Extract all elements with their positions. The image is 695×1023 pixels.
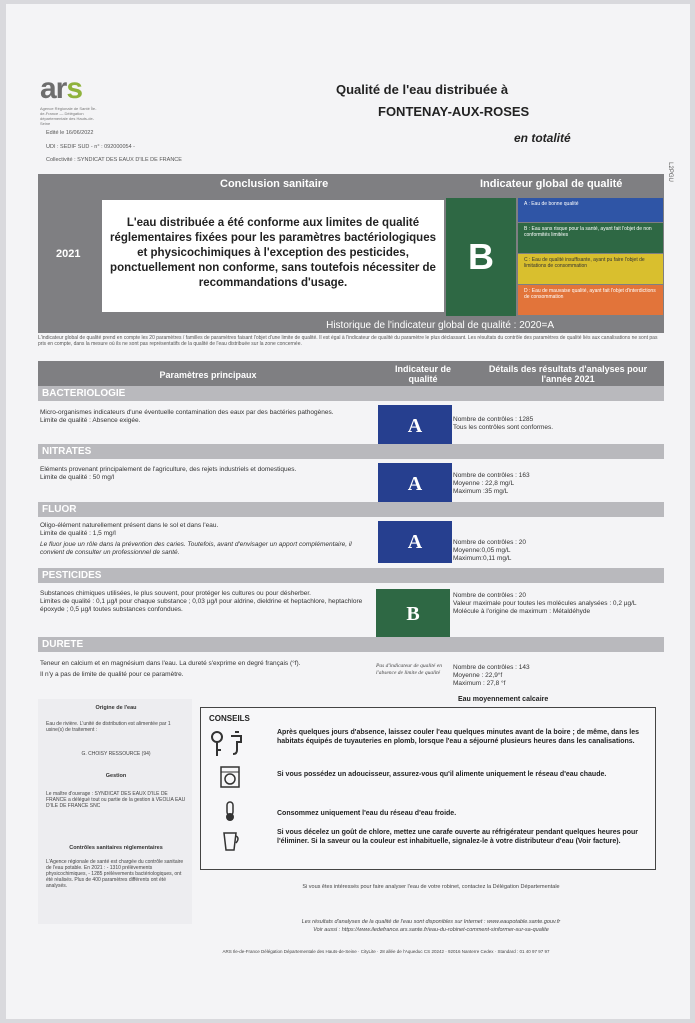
bacterio-text bbox=[40, 409, 370, 425]
section-fluor: FLUOR bbox=[38, 502, 664, 517]
gestion-title: Gestion bbox=[105, 773, 127, 779]
udi-line: UDI : SEDIF SUD - n° : 092000054 - bbox=[46, 144, 136, 150]
section-nitrates: NITRATES bbox=[38, 444, 664, 459]
conseils-title: CONSEILS bbox=[209, 714, 250, 723]
result-line: Tous les contrôles sont conformes. bbox=[453, 424, 554, 431]
gestion-text: Le maître d'ouvrage : SYNDICAT DES EAUX D'ILE DE FRANCE a délégué tout ou partie de la gestion à VEOLIA EAU D'ILE DE FRANCE SNC bbox=[46, 791, 186, 809]
side-code: L2PGU bbox=[667, 162, 674, 182]
conclusion-text: L'eau distribuée a été conforme aux limites de qualité réglementaires fixées pour les paramètres bactériologiques et physicochimiques à l'exception des pesticides, ponctuellement non conforme, sans toutefois nécessiter de recommandations d'usage. bbox=[102, 200, 444, 312]
nitrates-grade: A bbox=[378, 463, 452, 505]
pesticides-desc: Substances chimiques utilisées, le plus souvent, pour protéger les cultures ou pour désherber. bbox=[40, 590, 311, 597]
fluor-text bbox=[40, 522, 370, 557]
durete-results bbox=[453, 664, 663, 688]
result-line: Moyenne : 22,9°f bbox=[453, 672, 503, 679]
conseil-3: Consommez uniquement l'eau du réseau d'eau froide. bbox=[277, 810, 457, 817]
parameters-table-header bbox=[38, 361, 664, 389]
section-pesticides: PESTICIDES bbox=[38, 568, 664, 583]
history-bar: Historique de l'indicateur global de qualité : 2020=A bbox=[38, 319, 664, 333]
result-line: Valeur maximale pour toutes les molécules analysées : 0,2 µg/L bbox=[453, 600, 637, 607]
result-line: Nombre de contrôles : 143 bbox=[453, 664, 530, 671]
origin-source: G. CHOISY RESSOURCE (94) bbox=[81, 751, 151, 757]
tap-key-icon bbox=[209, 730, 249, 758]
result-line: Maximum:0,11 mg/L bbox=[453, 555, 512, 562]
ars-logo bbox=[40, 72, 120, 132]
durete-desc: Teneur en calcium et en magnésium dans l'eau. La dureté s'exprime en degré français (°f). bbox=[40, 660, 301, 667]
fluor-grade: A bbox=[378, 521, 452, 563]
nitrates-limit: Limite de qualité : 50 mg/l bbox=[40, 474, 115, 481]
bacterio-grade: A bbox=[378, 405, 452, 447]
washing-machine-icon bbox=[219, 766, 241, 788]
conclusion-footnote: L'indicateur global de qualité prend en compte les 20 paramètres / familles de paramètres faisant l'objet d'une limite de qualité. Il est égal à l'indicateur de qualité du paramètre le plus déclassant. Les résultats du contrôle des paramètres de qualité liés aux canalisations ne sont pas pris en compte, dans la mesure où ils ne sont pas représentatifs de la qualité de l'eau distribuée sur la zone concernée. bbox=[38, 335, 658, 347]
durete-limit: Il n'y a pas de limite de qualité pour ce paramètre. bbox=[40, 671, 184, 678]
origin-text: Eau de rivière. L'unité de distribution est alimentée par 1 usine(s) de traitement : bbox=[46, 721, 171, 733]
conseil-1: Après quelques jours d'absence, laissez couler l'eau quelques minutes avant de la boire ; de même, dans les habitats équipés de tuyauteries en plomb, lorsque l'eau a séjourné plusieurs heures dans les canalisations. bbox=[277, 729, 640, 745]
footer-address: ARS Ile-de-France Délégation Départementale des Hauts-de-Seine · CityLite · 28 allée de l'Aqueduc CS 20242 · 92016 Nanterre Cedex · Standard : 01 40 97 97 97 bbox=[222, 949, 550, 954]
conclusion-header-left: Conclusion sanitaire bbox=[220, 178, 329, 190]
section-durete: DURETE bbox=[38, 637, 664, 652]
logo-wordmark: ars bbox=[40, 72, 83, 105]
result-line: Nombre de contrôles : 20 bbox=[453, 539, 526, 546]
col-details: Détails des résultats d'analyses pour l'année 2021 bbox=[488, 364, 648, 384]
scale-item-a: A : Eau de bonne qualité bbox=[518, 198, 663, 222]
conclusion-header bbox=[38, 174, 664, 196]
result-line: Nombre de contrôles : 1285 bbox=[453, 416, 534, 423]
footer-voir-aussi: Voir aussi : https://www.iledefrance.ars.sante.fr/eau-du-robinet-comment-sinformer-sur-sa-qualite bbox=[313, 927, 549, 933]
durete-grade-note: Pas d'indicateur de qualité en l'absence de limite de qualité bbox=[376, 663, 442, 676]
nitrates-results bbox=[453, 472, 663, 496]
result-line: Moyenne:0,05 mg/L bbox=[453, 547, 511, 554]
col-parametres: Paramètres principaux bbox=[159, 370, 257, 380]
bacterio-results bbox=[453, 416, 663, 432]
pesticides-text bbox=[40, 590, 370, 614]
global-grade: B bbox=[446, 198, 516, 316]
carafe-icon bbox=[219, 830, 241, 852]
origin-title: Origine de l'eau bbox=[95, 705, 137, 711]
pesticides-results bbox=[453, 592, 663, 616]
title-line2: FONTENAY-AUX-ROSES bbox=[378, 104, 530, 119]
fluor-note: Le fluor joue un rôle dans la prévention des caries. Toutefois, avant d'envisager un apport complémentaire, il convient de consulter un professionnel de santé. bbox=[40, 541, 352, 556]
nitrates-desc: Eléments provenant principalement de l'agriculture, des rejets industriels et domestiques. bbox=[40, 466, 297, 473]
logo-subtitle: Agence Régionale de Santé Île-de-France — Délégation départementale des Hauts-de-Seine bbox=[40, 106, 97, 126]
scale-item-d: D : Eau de mauvaise qualité, ayant fait l'objet d'interdictions de consommation bbox=[518, 285, 663, 315]
conclusion-body bbox=[38, 196, 664, 319]
conseil-4: Si vous décelez un goût de chlore, mettez une carafe ouverte au réfrigérateur pendant quelques heures pour l'éliminer. Si la saveur ou la couleur est inhabituelle, signalez-le à votre distributeur d'eau (Voir facture). bbox=[277, 829, 638, 845]
fluor-desc: Oligo-élément naturellement présent dans le sol et dans l'eau. bbox=[40, 522, 219, 529]
fluor-limit: Limite de qualité : 1,5 mg/l bbox=[40, 530, 116, 537]
col-indicateur: Indicateur de qualité bbox=[394, 364, 451, 384]
document-sheet bbox=[6, 4, 690, 1019]
controle-title: Contrôles sanitaires réglementaires bbox=[69, 845, 163, 851]
bacterio-limit: Limite de qualité : Absence exigée. bbox=[40, 417, 141, 424]
info-left-panel bbox=[38, 699, 192, 924]
pesticides-limit: Limites de qualité : 0,1 µg/l pour chaque substance ; 0,03 µg/l pour aldrine, dieldrine et heptachlore, heptachlore époxyde ; 0,5 µg/l toutes substances confondues. bbox=[40, 598, 363, 613]
result-line: Maximum : 27,8 °f bbox=[453, 680, 506, 687]
conseils-box bbox=[200, 707, 656, 870]
scale-item-c: C : Eau de qualité insuffisante, ayant pu faire l'objet de limitations de consommation bbox=[518, 254, 663, 284]
result-line: Nombre de contrôles : 20 bbox=[453, 592, 526, 599]
controle-text: L'Agence régionale de santé est chargée du contrôle sanitaire de l'eau potable. En 2021 : - 1310 prélèvements physicochimiques, - 1285 prélèvements bactériologiques, ont été réalisés. Plus de 400 paramètres différents ont été analysés. bbox=[46, 859, 184, 889]
footer-internet: Les résultats d'analyses de la qualité de l'eau sont disponibles sur Internet : www.eaupotable.sante.gouv.fr bbox=[301, 919, 561, 925]
fluor-results bbox=[453, 539, 663, 563]
durete-text bbox=[40, 660, 370, 679]
scale-item-b: B : Eau sans risque pour la santé, ayant fait l'objet de non conformités limitées bbox=[518, 223, 663, 253]
eau-moyenne-label: Eau moyennement calcaire bbox=[458, 696, 549, 703]
conclusion-year: 2021 bbox=[56, 248, 81, 260]
result-line: Nombre de contrôles : 163 bbox=[453, 472, 530, 479]
result-line: Maximum :35 mg/L bbox=[453, 488, 509, 495]
pesticides-grade: B bbox=[376, 589, 450, 639]
collectivite-line: Collectivité : SYNDICAT DES EAUX D'ILE DE FRANCE bbox=[46, 157, 182, 163]
title-line3: en totalité bbox=[514, 131, 571, 145]
footer-analyse: Si vous êtes intéressés pour faire analyser l'eau de votre robinet, contactez la Délégation Départementale bbox=[302, 884, 560, 890]
edited-date: Edité le 16/06/2022 bbox=[46, 130, 94, 136]
conseil-2: Si vous possédez un adoucisseur, assurez-vous qu'il alimente uniquement le réseau d'eau chaude. bbox=[277, 771, 607, 778]
result-line: Moyenne : 22,8 mg/L bbox=[453, 480, 515, 487]
title-line1: Qualité de l'eau distribuée à bbox=[336, 82, 509, 97]
result-line: Molécule à l'origine de maximum : Métaldéhyde bbox=[453, 608, 591, 615]
bacterio-desc: Micro-organismes indicateurs d'une éventuelle contamination des eaux par des bactéries pathogènes. bbox=[40, 409, 334, 416]
section-bacteriologie: BACTERIOLOGIE bbox=[38, 386, 664, 401]
thermometer-icon bbox=[219, 800, 241, 822]
conclusion-header-right: Indicateur global de qualité bbox=[480, 178, 623, 190]
nitrates-text bbox=[40, 466, 370, 482]
